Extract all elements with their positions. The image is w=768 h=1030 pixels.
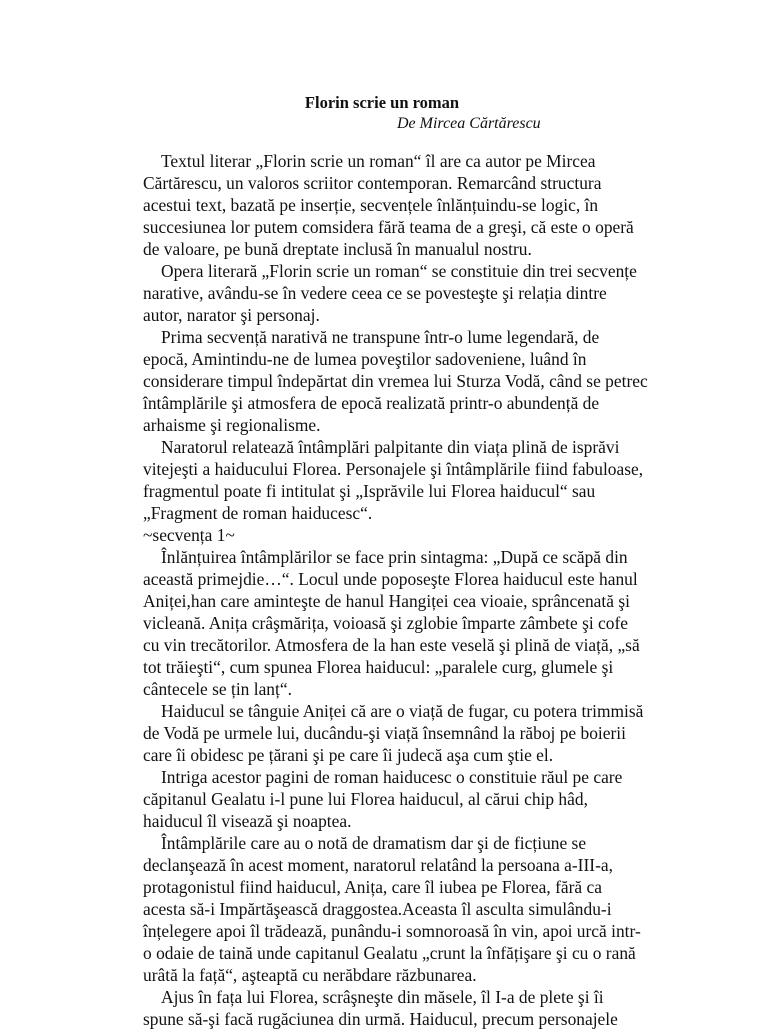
- document-title: Florin scrie un roman: [304, 93, 460, 112]
- paragraph: Textul literar „Florin scrie un roman“ îl are ca autor pe Mircea Cărtărescu, un valoros scriitor contemporan. Remarcând structura acestui text, bazată pe inserție, secvențele înlănțuindu-se logic, în succesiunea lor putem comsidera fără teama de a greşi, că este o operă de valoare, pe bună dreptate inclusă în manualul nostru.: [143, 151, 634, 259]
- paragraph: Intriga acestor pagini de roman haiducesc o constituie răul pe care căpitanul Gealatu i-l pune lui Florea haiducul, al cărui chip hâd, haiducul îl visează şi noaptea.: [143, 767, 623, 831]
- paragraph: Înlănțuirea întâmplărilor se face prin sintagma: „După ce scăpă din această primejdie…“. Locul unde poposeşte Florea haiducul este hanul Aniței,han care aminteşte de hanul Hangiței cea vioaie, sprâncenată şi vicleană. Anița crâşmărița, voioasă şi zglobie împarte zâmbete şi cofe cu vin trecătorilor. Atmosfera de la han este veselă şi plină de viață, „să tot trăieşti“, cum spunea Florea haiducul: „paralele curg, glumele şi cântecele se țin lanț“.: [143, 547, 640, 699]
- section-marker: ~secvența 1~: [143, 525, 235, 545]
- document-body: [143, 150, 648, 1030]
- paragraph: Întâmplările care au o notă de dramatism dar şi de ficțiune se declanşează în acest moment, naratorul relatând la persoana a-III-a, protagonistul fiind haiducul, Anița, care îl iubea pe Florea, fără ca acesta să-i Impărtăşească draggostea.Aceasta îl asculta simulându-i înțelegere apoi îl trădează, punându-i somnoroasă în vin, apoi urcă intr-o odaie de taină unde capitanul Gealatu „crunt la înfățişare şi cu o rană urâtă la față“, aşteaptă cu nerăbdare răzbunarea.: [143, 833, 641, 985]
- document-author: De Mircea Cărtărescu: [397, 115, 541, 132]
- paragraph: Opera literară „Florin scrie un roman“ se constituie din trei secvențe narative, avându-se în vedere ceea ce se povesteşte şi relația dintre autor, narator şi personaj.: [143, 261, 637, 325]
- paragraph: Prima secvență narativă ne transpune într-o lume legendară, de epocă, Amintindu-ne de lumea poveştilor sadoveniene, luând în considerare timpul îndepărtat din vremea lui Sturza Vodă, când se petrec întâmplările şi atmosfera de epocă realizată printr-o abundență de arhaisme şi regionalisme.: [143, 327, 648, 435]
- paragraph: Haiducul se tânguie Aniței că are o viață de fugar, cu potera trimmisă de Vodă pe urmele lui, ducându-şi viață însemnând la răboj pe boierii care îi obidesc pe țărani şi pe care îi judecă aşa cum ştie el.: [143, 701, 644, 765]
- paragraph: Naratorul relatează întâmplări palpitante din viața plină de isprăvi vitejeşti a haiducului Florea. Personajele şi întâmplările fiind fabuloase, fragmentul poate fi intitulat şi „Isprăvile lui Florea haiducul“ sau „Fragment de roman haiducesc“.: [143, 437, 644, 523]
- paragraph: Ajus în fața lui Florea, scrâşneşte din măsele, îl I-a de plete şi îi spune să-şi facă rugăciunea din urmă. Haiducul, precum personajele: [143, 987, 618, 1029]
